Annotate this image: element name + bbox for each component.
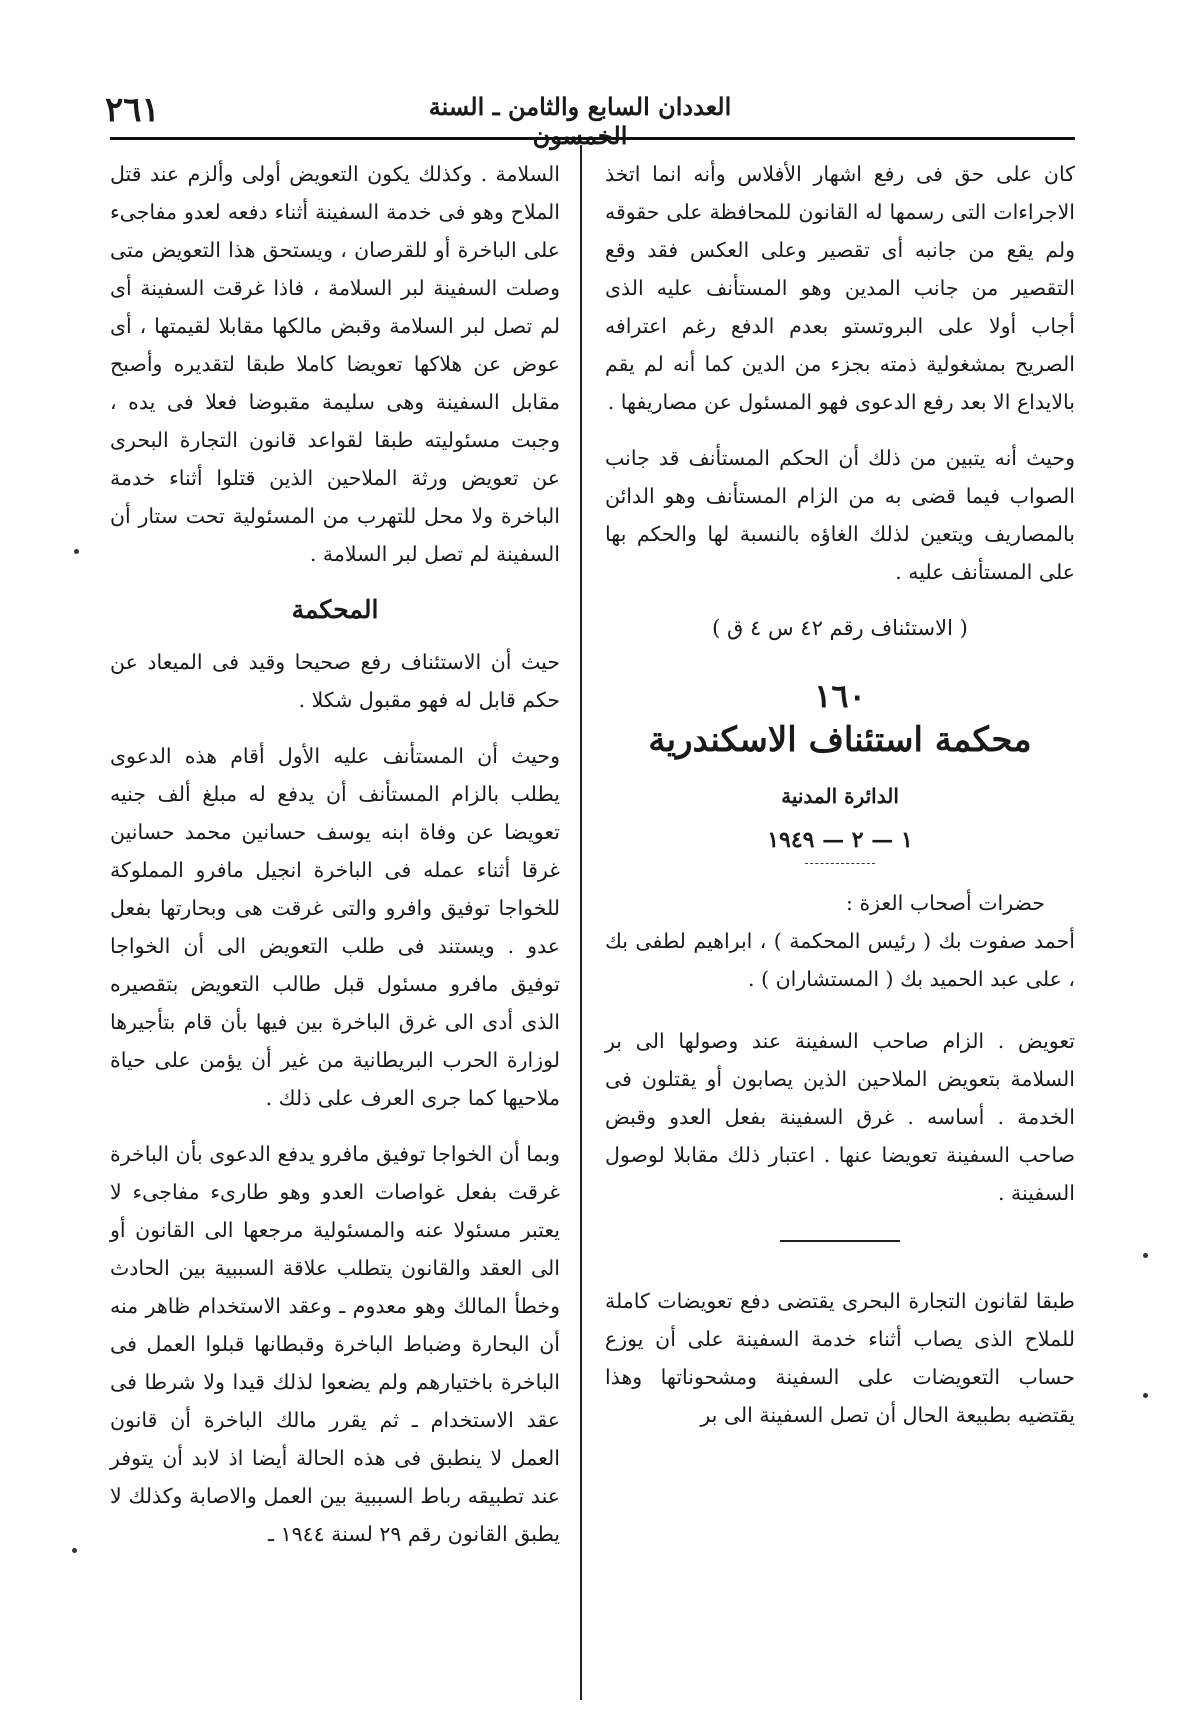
- judges: أحمد صفوت بك ( رئيس المحكمة ) ، ابراهيم لطفى بك ، على عبد الحميد بك ( المستشاران ) .: [605, 929, 1075, 991]
- judgment-date: ١ — ٢ — ١٩٤٩: [767, 827, 913, 853]
- presence-label: حضرات أصحاب العزة :: [846, 891, 1045, 915]
- paragraph: وبما أن الخواجا توفيق مافرو يدفع الدعوى بأن الباخرة غرقت بفعل غواصات العدو وهو طارىء مفاجىء لا يعتبر مسئولا عنه والمسئولية مرجعها الى القانون أو الى العقد والقانون يتطلب علاقة السببية بين الحادث وخطأ المالك وهو معدوم ـ وعقد الاستخدام ظاهر منه أن البحارة وضباط الباخرة وقبطانها قبلوا العمل فى الباخرة باختيارهم ولم يضعوا لذلك قيدا ولا شرطا فى عقد الاستخدام ـ ثم يقرر مالك الباخرة أن قانون العمل لا ينطبق فى هذه الحالة أيضا اذ لابد أن يتوفر عند تطبيقه رباط السببية بين العمل والاصابة وكذلك لا يطبق القانون رقم ٢٩ لسنة ١٩٤٤ ـ: [110, 1142, 560, 1546]
- scan-speck: [74, 549, 79, 554]
- right-column: [605, 155, 1075, 1452]
- case-citation: ( الاستئناف رقم ٤٢ س ٤ ق ): [712, 616, 968, 640]
- headnote: تعويض . الزام صاحب السفينة عند وصولها الى بر السلامة بتعويض الملاحين الذين يصابون أو يقتلون فى الخدمة . أساسه . غرق السفينة بفعل العدو وقبض صاحب السفينة تعويضا عنها . اعتبار ذلك مقابلا لوصول السفينة .: [605, 1029, 1075, 1205]
- header-rule: [110, 137, 1075, 140]
- circuit-name: الدائرة المدنية: [781, 784, 899, 808]
- court-name: محكمة استئناف الاسكندرية: [648, 720, 1032, 760]
- paragraph: وحيث أن المستأنف عليه الأول أقام هذه الدعوى يطلب بالزام المستأنف أن يدفع له مبلغ ألف جنيه تعويضا عن وفاة ابنه يوسف حسانين محمد حسانين غرقا أثناء عمله فى الباخرة انجيل مافرو المملوكة للخواجا توفيق وافرو والتى غرقت هى وبحارتها بفعل عدو . ويستند فى طلب التعويض الى أن الخواجا توفيق مافرو مسئول قبل طالب التعويض بتقصيره الذى أدى الى غرق الباخرة بين فيها بأن قام بتأجيرها لوزارة الحرب البريطانية من غير أن يؤمن على حياة ملاحيها كما جرى العرف على ذلك .: [110, 744, 560, 1110]
- scan-speck: [1143, 1253, 1148, 1258]
- column-divider: [580, 145, 582, 1700]
- scan-speck: [1143, 1393, 1148, 1398]
- section-title: المحكمة: [291, 595, 379, 624]
- paragraph: كان على حق فى رفع اشهار الأفلاس وأنه انما اتخذ الاجراءات التى رسمها له القانون للمحافظة على حقوقه ولم يقع من جانبه أى تقصير وعلى العكس فقد وقع التقصير من جانب المدين وهو المستأنف عليه الذى أجاب أولا على البروتستو بعدم الدفع رغم اعترافه الصريح بمشغولية ذمته بجزء من الدين كما أنه لم يقم بالايداع الا بعد رفع الدعوى فهو المسئول عن مصاريفها .: [605, 162, 1075, 414]
- case-number: ١٦٠: [814, 677, 866, 715]
- separator-rule: [780, 1240, 900, 1242]
- page-header: [0, 0, 1181, 150]
- paragraph: طبقا لقانون التجارة البحرى يقتضى دفع تعويضات كاملة للملاح الذى يصاب أثناء خدمة السفينة على أن يوزع حساب التعويضات على السفينة ومشحوناتها وهذا يقتضيه بطبيعة الحال أن تصل السفينة الى بر: [605, 1289, 1075, 1427]
- short-rule: [805, 863, 875, 864]
- running-title: العددان السابع والثامن ـ السنة الخمسون: [428, 92, 732, 150]
- paragraph: حيث أن الاستئناف رفع صحيحا وقيد فى الميعاد عن حكم قابل له فهو مقبول شكلا .: [110, 650, 560, 712]
- paragraph: وحيث أنه يتبين من ذلك أن الحكم المستأنف قد جانب الصواب فيما قضى به من الزام المستأنف وهو الدائن بالمصاريف ويتعين لذلك الغاؤه بالنسبة لها والحكم بها على المستأنف عليه .: [605, 446, 1075, 584]
- page-number: ٢٦١: [105, 90, 160, 130]
- scan-speck: [72, 1548, 77, 1553]
- left-column: [110, 155, 560, 1571]
- paragraph: السلامة . وكذلك يكون التعويض أولى وألزم عند قتل الملاح وهو فى خدمة السفينة أثناء دفعه لعدو مفاجىء على الباخرة أو للقرصان ، ويستحق هذا التعويض متى وصلت السفينة لبر السلامة ، فاذا غرقت السفينة أى لم تصل لبر السلامة وقبض مالكها مقابلا لقيمتها ، أى عوض عن هلاكها تعويضا كاملا طبقا لتقديره وأصبح مقابل السفينة وهى سليمة مقبوضا فعلا فى يده ، وجبت مسئوليته طبقا لقواعد قانون التجارة البحرى عن تعويض ورثة الملاحين الذين قتلوا أثناء خدمة الباخرة ولا محل للتهرب من المسئولية تحت ستار أن السفينة لم تصل لبر السلامة .: [110, 162, 560, 566]
